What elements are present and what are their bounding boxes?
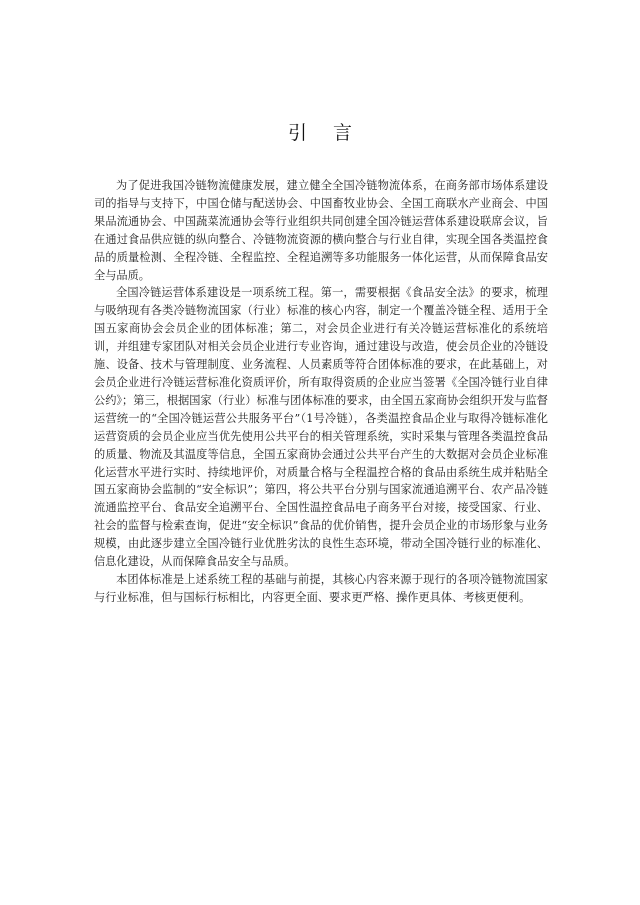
- paragraph: 为了促进我国冷链物流健康发展，建立健全全国冷链物流体系，在商务部市场体系建设司的指导与支持下，中国仓储与配送协会、中国畜牧业协会、全国工商联水产业商会、中国果品流通协会、中国蔬菜流通协会等行业组织共同创建全国冷链运营体系建设联席会议，旨在通过食品供应链的纵向整合、冷链物流资源的横向整合与行业自律，实现全国各类温控食品的质量检测、全程冷链、全程监控、全程追溯等多功能服务一体化运营，从而保障食品安全与品质。: [94, 179, 548, 282]
- paragraph: 本团体标准是上述系统工程的基础与前提，其核心内容来源于现行的各项冷链物流国家与行业标准，但与国标行标相比，内容更全面、要求更严格、操作更具体、考核更便利。: [94, 572, 548, 604]
- paragraph: 全国冷链运营体系建设是一项系统工程。第一，需要根据《食品安全法》的要求，梳理与吸纳现有各类冷链物流国家（行业）标准的核心内容，制定一个覆盖冷链全程、适用于全国五家商协会会员企业的团体标准；第二，对会员企业进行有关冷链运营标准化的系统培训，并组建专家团队对相关会员企业进行专业咨询，通过建设与改造，使会员企业的冷链设施、设备、技术与管理制度、业务流程、人员素质等符合团体标准的要求，在此基础上，对会员企业进行冷链运营标准化资质评价，所有取得资质的企业应当签署《全国冷链行业自律公约》；第三，根据国家（行业）标准与团体标准的要求，由全国五家商协会组织开发与监督运营统一的“全国冷链运营公共服务平台”（1号冷链），各类温控食品企业与取得冷链标准化运营资质的会员企业应当优先使用公共平台的相关管理系统，实时采集与管理各类温控食品的质量、物流及其温度等信息，全国五家商协会通过公共平台产生的大数据对会员企业标准化运营水平进行实时、持续地评价，对质量合格与全程温控合格的食品由系统生成并粘贴全国五家商协会监制的“安全标识”；第四，将公共平台分别与国家流通追溯平台、农产品冷链流通监控平台、食品安全追溯平台、全国性温控食品电子商务平台对接，接受国家、行业、社会的监督与检索查询，促进“安全标识”食品的优价销售，提升会员企业的市场形象与业务规模，由此逐步建立全国冷链行业优胜劣汰的良性生态环境，带动全国冷链行业的标准化、信息化建设，从而保障食品安全与品质。: [94, 286, 548, 569]
- page-title: 引言: [287, 122, 378, 144]
- document-body: [94, 177, 548, 607]
